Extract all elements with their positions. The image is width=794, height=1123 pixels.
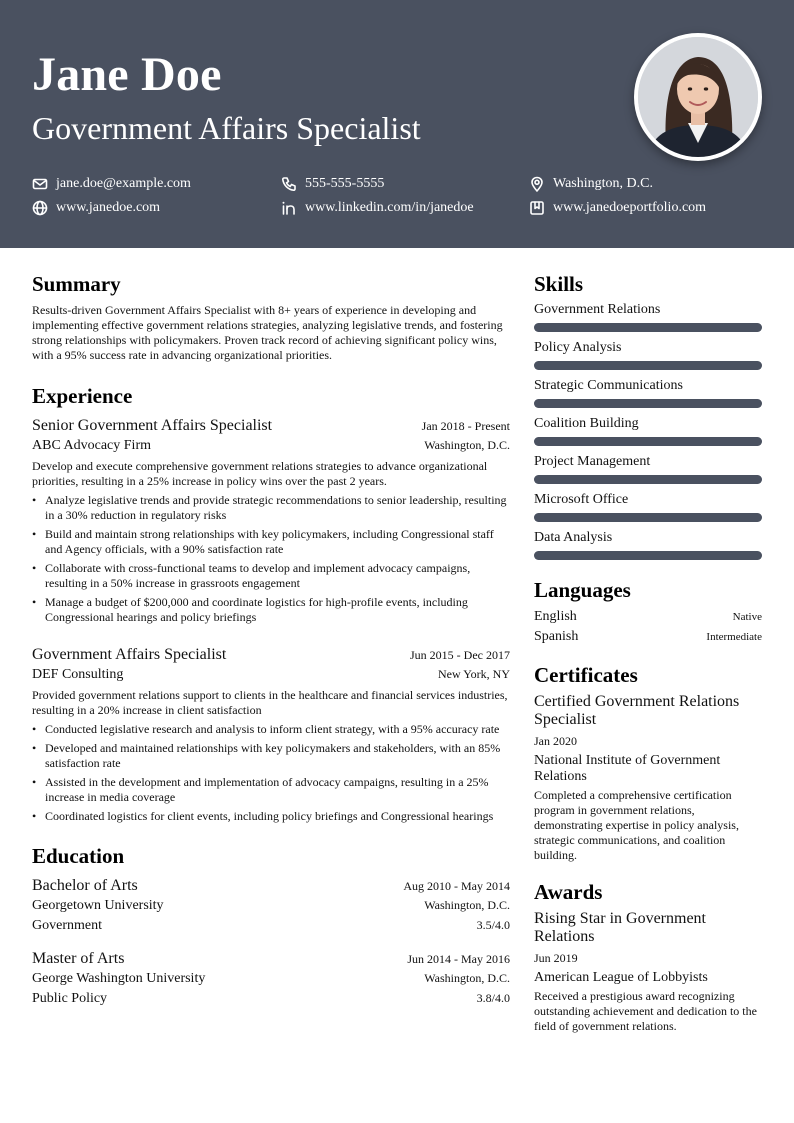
skill-item	[534, 453, 762, 484]
language-item	[534, 628, 762, 645]
experience-section	[32, 384, 510, 824]
awards-section	[534, 880, 762, 1034]
section-heading: Awards	[534, 880, 603, 904]
list-item: • Conducted legislative research and analysis to inform client strategy, with a 95% accuracy rate	[32, 722, 510, 737]
skill-level-fill	[534, 475, 762, 484]
skill-item	[534, 529, 762, 560]
list-item: • Collaborate with cross-functional teams to develop and implement advocacy campaigns, resulting in a 50% increase in grassroots engagement	[32, 561, 510, 591]
skill-item	[534, 377, 762, 408]
gpa: 3.5/4.0	[476, 918, 510, 932]
linkedin-icon	[281, 200, 297, 216]
education-dates: Aug 2010 - May 2014	[403, 879, 510, 893]
contact-location	[529, 175, 653, 193]
contact-email-text: jane.doe@example.com	[56, 176, 191, 191]
skill-level-fill	[534, 551, 762, 560]
language-level: Intermediate	[706, 631, 762, 643]
contact-linkedin[interactable]	[281, 199, 474, 217]
field-of-study: Public Policy	[32, 991, 108, 1006]
skill-level-bar	[534, 437, 762, 446]
award-description: Received a prestigious award recognizing outstanding achievement and dedication to the field of government relations.	[534, 989, 757, 1033]
certificate-description: Completed a comprehensive certification program in government relations, demonstrating expertise in policy analysis, strategic communications, and coalition building.	[534, 788, 739, 862]
skill-level-bar	[534, 361, 762, 370]
skill-item	[534, 415, 762, 446]
education-dates: Jun 2014 - May 2016	[407, 952, 510, 966]
skills-section	[534, 272, 762, 560]
contact-location-text: Washington, D.C.	[553, 176, 653, 191]
contact-website-text: www.janedoe.com	[56, 200, 161, 215]
contact-portfolio-text: www.janedoeportfolio.com	[553, 200, 707, 215]
field-of-study: Government	[32, 918, 102, 933]
job-company: ABC Advocacy Firm	[32, 438, 151, 453]
section-heading: Education	[32, 844, 125, 868]
skill-item	[534, 339, 762, 370]
main-column	[32, 272, 510, 1022]
skill-level-fill	[534, 323, 762, 332]
phone-icon	[281, 176, 297, 192]
language-name: English	[534, 609, 577, 624]
school-location: Washington, D.C.	[424, 971, 510, 985]
job-bullets	[32, 722, 510, 824]
side-column	[534, 272, 762, 1034]
contact-phone[interactable]	[281, 175, 384, 193]
list-item: • Coordinated logistics for client events, including policy briefings and Congressional hearings	[32, 809, 510, 824]
job-title: Senior Government Affairs Specialist	[32, 417, 273, 434]
language-name: Spanish	[534, 629, 579, 644]
skill-level-bar	[534, 513, 762, 522]
job-bullets	[32, 493, 510, 625]
skill-level-bar	[534, 323, 762, 332]
resume-header	[0, 0, 794, 248]
map-pin-icon	[529, 176, 545, 192]
award-issuer: American League of Lobbyists	[534, 970, 708, 985]
list-item: • Analyze legislative trends and provide strategic recommendations to senior leadership, resulting in a 30% reduction in regulatory risks	[32, 493, 510, 523]
job-location: Washington, D.C.	[424, 438, 510, 452]
skill-name: Project Management	[534, 454, 651, 469]
skill-name: Microsoft Office	[534, 492, 629, 507]
award-title: Rising Star in Government Relations	[534, 910, 706, 945]
degree: Bachelor of Arts	[32, 877, 138, 894]
education-entry	[32, 949, 510, 1009]
school: Georgetown University	[32, 898, 164, 913]
skill-level-fill	[534, 399, 762, 408]
summary-section	[32, 272, 510, 363]
summary-text: Results-driven Government Affairs Specialist with 8+ years of experience in developing and implementing effective government relations strategies, analyzing legislative trends, and fostering strong relationships with policymakers. Proven track record of achieving significant policy wins, with a 95% success rate in advancing organizational priorities.	[32, 303, 503, 362]
skill-name: Coalition Building	[534, 416, 639, 431]
job-company: DEF Consulting	[32, 667, 124, 682]
skill-name: Government Relations	[534, 302, 661, 317]
contact-email[interactable]	[32, 175, 191, 193]
contact-phone-text: 555-555-5555	[305, 176, 385, 191]
list-item: • Developed and maintained relationships with key policymakers and stakeholders, with an 85% satisfaction rate	[32, 741, 510, 771]
certificate-title: Certified Government Relations Specialist	[534, 693, 740, 728]
section-heading: Certificates	[534, 663, 638, 687]
school: George Washington University	[32, 971, 206, 986]
profile-photo	[638, 37, 758, 157]
envelope-icon	[32, 176, 48, 192]
skill-item	[534, 301, 762, 332]
skill-level-bar	[534, 399, 762, 408]
section-heading: Skills	[534, 272, 584, 296]
skill-item	[534, 491, 762, 522]
skill-name: Data Analysis	[534, 530, 613, 545]
certificates-section	[534, 663, 762, 863]
job-description: Provided government relations support to clients in the healthcare and financial services industries, resulting in a 20% increase in client satisfaction	[32, 688, 508, 717]
school-location: Washington, D.C.	[424, 898, 510, 912]
skill-name: Policy Analysis	[534, 340, 622, 355]
skill-level-bar	[534, 475, 762, 484]
award-date: Jun 2019	[534, 951, 578, 965]
skill-level-fill	[534, 361, 762, 370]
certificate-date: Jan 2020	[534, 734, 577, 748]
degree: Master of Arts	[32, 950, 125, 967]
globe-icon	[32, 200, 48, 216]
job-entry	[32, 645, 510, 824]
job-dates: Jun 2015 - Dec 2017	[410, 648, 510, 662]
profile-photo-frame	[634, 33, 762, 161]
job-dates: Jan 2018 - Present	[421, 419, 510, 433]
section-heading: Experience	[32, 384, 133, 408]
job-entry	[32, 416, 510, 625]
job-title: Government Affairs Specialist	[32, 646, 227, 663]
languages-section	[534, 578, 762, 645]
skill-level-fill	[534, 513, 762, 522]
job-location: New York, NY	[437, 667, 510, 681]
section-heading: Languages	[534, 578, 631, 602]
list-item: • Build and maintain strong relationships with key policymakers, including Congressional staff and Agency officials, with a 90% satisfaction rate	[32, 527, 510, 557]
language-item	[534, 608, 762, 625]
contact-portfolio[interactable]	[529, 199, 706, 217]
section-heading: Summary	[32, 272, 121, 296]
skill-level-bar	[534, 551, 762, 560]
list-item: • Manage a budget of $200,000 and coordinate logistics for high-profile events, including Congressional hearings and policy briefings	[32, 595, 510, 625]
bookmark-icon	[529, 200, 545, 216]
skill-name: Strategic Communications	[534, 378, 683, 393]
contact-linkedin-text: www.linkedin.com/in/janedoe	[305, 200, 474, 215]
contact-website[interactable]	[32, 199, 160, 217]
candidate-title: Government Affairs Specialist	[32, 110, 421, 146]
language-level: Native	[732, 611, 762, 623]
education-entry	[32, 876, 510, 936]
candidate-name: Jane Doe	[32, 48, 222, 101]
skills-list	[534, 301, 762, 560]
list-item: • Assisted in the development and implementation of advocacy campaigns, resulting in a 25% increase in media coverage	[32, 775, 510, 805]
education-section	[32, 844, 510, 1009]
skill-level-fill	[534, 437, 762, 446]
certificate-issuer: National Institute of Government Relations	[534, 753, 721, 784]
job-description: Develop and execute comprehensive government relations strategies to advance organizational priorities, resulting in a 25% increase in policy wins over the past 2 years.	[32, 459, 488, 488]
gpa: 3.8/4.0	[476, 991, 510, 1005]
